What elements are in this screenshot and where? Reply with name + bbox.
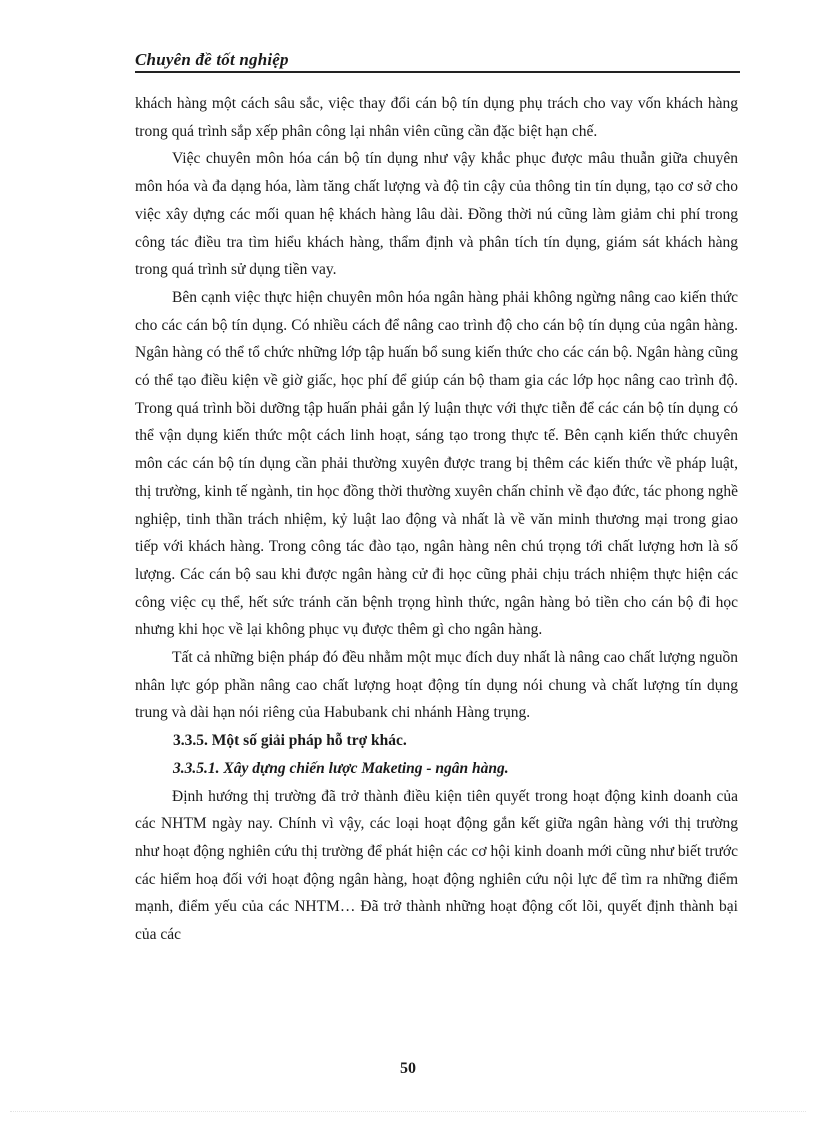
document-body [135, 90, 738, 949]
paragraph: Định hướng thị trường đã trở thành điều kiện tiên quyết trong hoạt động kinh doanh của các NHTM ngày nay. Chính vì vậy, các loại hoạt động gắn kết giữa ngân hàng với thị trường như hoạt động nghiên cứu thị trường để phát hiện các cơ hội kinh doanh mới cũng như biết trước các hiểm hoạ đối với hoạt động ngân hàng, hoạt động nghiên cứu nội lực để tìm ra những điểm mạnh, điểm yếu của các NHTM… Đã trở thành những hoạt động cốt lõi, quyết định thành bại của các [135, 787, 738, 944]
paragraph: Bên cạnh việc thực hiện chuyên môn hóa ngân hàng phải không ngừng nâng cao kiến thức cho các cán bộ tín dụng. Có nhiều cách để nâng cao trình độ cho cán bộ tín dụng của ngân hàng. Ngân hàng có thể tổ chức những lớp tập huấn bổ sung kiến thức cho các cán bộ. Ngân hàng cũng có thể tạo điều kiện về giờ giấc, học phí để giúp cán bộ tham gia các lớp học nâng cao trình độ. Trong quá trình bồi dưỡng tập huấn phải gắn lý luận thực với thực tiễn để các cán bộ tín dụng có thể vận dụng kiến thức một cách linh hoạt, sáng tạo trong thực tế. Bên cạnh kiến thức chuyên môn các cán bộ tín dụng cần phải thường xuyên được trang bị thêm các kiến thức về pháp luật, thị trường, kinh tế ngành, tin học đồng thời thường xuyên chấn chỉnh về đạo đức, tác phong nghề nghiệp, tinh thần trách nhiệm, kỷ luật lao động và nhất là về văn minh thương mại trong giao tiếp với khách hàng. Trong công tác đào tạo, ngân hàng nên chú trọng tới chất lượng hơn là số lượng. Các cán bộ sau khi được ngân hàng cử đi học cũng phải chịu trách nhiệm thực hiện các công việc cụ thể, hết sức tránh căn bệnh trọng hình thức, ngân hàng bỏ tiền cho cán bộ đi học nhưng khi học về lại không phục vụ được thêm gì cho ngân hàng. [135, 288, 738, 639]
subsection-heading: 3.3.5.1. Xây dựng chiến lược Maketing - ngân hàng. [173, 759, 509, 777]
section-heading: 3.3.5. Một số giải pháp hỗ trợ khác. [173, 732, 407, 750]
page-header [135, 50, 740, 73]
header-title: Chuyên đề tốt nghiệp [135, 50, 289, 69]
paragraph: Tất cả những biện pháp đó đều nhằm một mục đích duy nhất là nâng cao chất lượng nguồn nhân lực góp phần nâng cao chất lượng hoạt động tín dụng nói chung và chất lượng tín dụng trung và dài hạn nói riêng của Habubank chi nhánh Hàng trụng. [135, 649, 738, 722]
page-bottom-edge [10, 1111, 806, 1112]
page-number: 50 [400, 1060, 416, 1077]
paragraph: Việc chuyên môn hóa cán bộ tín dụng như vậy khắc phục được mâu thuẫn giữa chuyên môn hóa và đa dạng hóa, làm tăng chất lượng và độ tin cậy của thông tin tín dụng, tạo cơ sở cho việc xây dựng các mối quan hệ khách hàng lâu dài. Đồng thời nú cũng làm giảm chi phí trong công tác điều tra tìm hiểu khách hàng, thẩm định và phân tích tín dụng, giám sát khách hàng trong quá trình sử dụng tiền vay. [135, 150, 738, 279]
paragraph-continuation: khách hàng một cách sâu sắc, việc thay đổi cán bộ tín dụng phụ trách cho vay vốn khách hàng trong quá trình sắp xếp phân công lại nhân viên cũng cần đặc biệt hạn chế. [135, 95, 738, 140]
